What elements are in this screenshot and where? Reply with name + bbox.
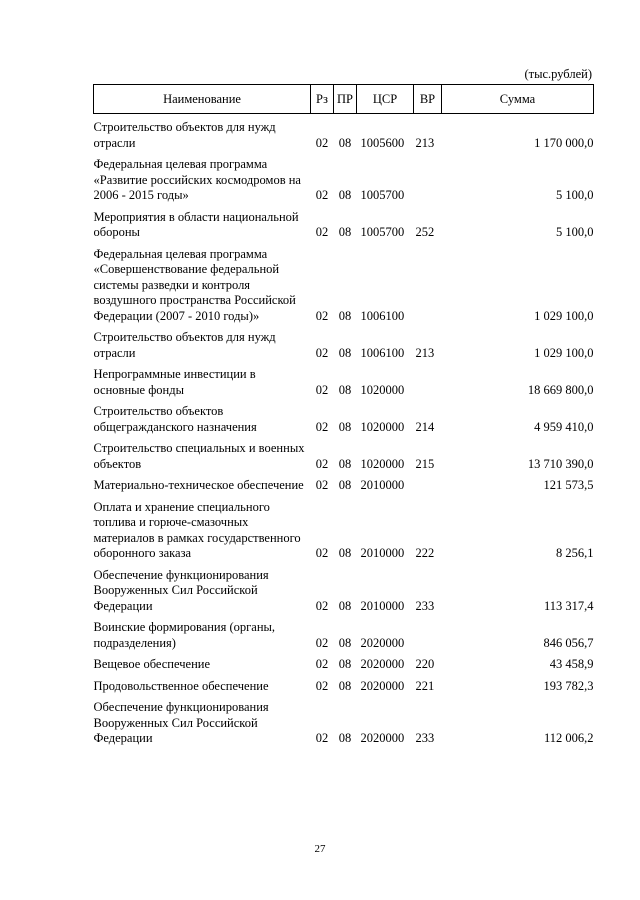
row-rz: 02 [315, 419, 329, 434]
header-csr: ЦСР [357, 85, 414, 114]
row-pr: 08 [338, 657, 352, 671]
row-csr: 2020000 [360, 657, 405, 671]
row-pr: 08 [338, 135, 352, 150]
row-sum: 1 170 000,0 [534, 135, 594, 150]
row-pr: 08 [338, 731, 352, 745]
units-label: (тыс.рублей) [524, 67, 592, 81]
row-name: Строительство объектов для нужд отрасли [93, 120, 276, 150]
row-name: Продовольственное обеспечение [93, 678, 269, 693]
row-csr: 2010000 [360, 478, 405, 492]
row-vr: 213 [415, 135, 435, 150]
row-vr: 233 [415, 598, 435, 613]
row-vr [414, 616, 442, 653]
table-row [94, 437, 594, 474]
page-number: 27 [314, 843, 326, 855]
row-vr [414, 243, 442, 327]
table-row [94, 206, 594, 243]
table-header [94, 85, 594, 114]
row-vr: 220 [415, 657, 435, 671]
row-csr: 2020000 [360, 635, 405, 650]
row-pr: 08 [338, 308, 352, 323]
row-csr: 1020000 [360, 456, 405, 471]
row-rz: 02 [315, 546, 329, 560]
row-name: Строительство объектов общегражданского назначения [93, 404, 257, 434]
row-rz: 02 [315, 678, 329, 693]
row-rz: 02 [315, 731, 329, 745]
row-name: Федеральная целевая программа «Совершенствование федеральной системы разведки и контроля воздушного пространства Российской Федерации (2007 - 2010 годы)» [93, 246, 296, 323]
row-csr: 2020000 [360, 731, 405, 745]
row-vr [414, 474, 442, 496]
table-row [94, 564, 594, 617]
row-csr: 1006100 [360, 345, 405, 360]
row-rz: 02 [315, 598, 329, 613]
row-csr: 1005700 [360, 225, 405, 239]
row-pr: 08 [338, 478, 352, 492]
table-row [94, 696, 594, 749]
header-rz: Рз [311, 85, 334, 114]
row-sum: 1 029 100,0 [534, 345, 594, 360]
table-body [94, 114, 594, 749]
row-rz: 02 [315, 345, 329, 360]
row-rz: 02 [315, 456, 329, 471]
row-pr: 08 [338, 678, 352, 693]
header-vr: ВР [414, 85, 442, 114]
table-row [94, 400, 594, 437]
header-name: Наименование [94, 85, 311, 114]
table-row [94, 326, 594, 363]
row-name: Обеспечение функционирования Вооруженных Сил Российской Федерации [93, 567, 269, 613]
row-pr: 08 [338, 546, 352, 560]
row-pr: 08 [338, 598, 352, 613]
row-pr: 08 [338, 225, 352, 239]
row-name: Оплата и хранение специального топлива и горюче-смазочных материалов в рамках государственного оборонного заказа [93, 499, 301, 560]
row-vr: 213 [415, 345, 435, 360]
row-sum: 113 317,4 [543, 598, 594, 613]
row-pr: 08 [338, 456, 352, 471]
row-name: Вещевое обеспечение [93, 657, 210, 671]
row-name: Строительство специальных и военных объектов [93, 441, 305, 471]
row-vr: 252 [415, 225, 435, 239]
row-sum: 193 782,3 [543, 678, 594, 693]
table-row [94, 114, 594, 154]
row-sum: 1 029 100,0 [534, 308, 594, 323]
table-row [94, 474, 594, 496]
row-sum: 8 256,1 [556, 546, 594, 560]
table-row [94, 496, 594, 564]
row-sum: 13 710 390,0 [527, 456, 594, 471]
row-name: Федеральная целевая программа «Развитие российских космодромов на 2006 - 2015 годы» [93, 157, 301, 202]
row-rz: 02 [315, 657, 329, 671]
row-pr: 08 [338, 188, 352, 202]
row-name: Материально-техническое обеспечение [93, 478, 304, 492]
row-name: Мероприятия в области национальной обороны [93, 209, 299, 239]
row-pr: 08 [338, 635, 352, 650]
row-name: Обеспечение функционирования Вооруженных Сил Российской Федерации [93, 700, 269, 745]
row-csr: 1006100 [360, 308, 405, 323]
table-row [94, 153, 594, 206]
table-row [94, 616, 594, 653]
header-pr: ПР [334, 85, 357, 114]
row-vr: 215 [415, 456, 435, 471]
row-sum: 4 959 410,0 [534, 419, 594, 434]
row-vr: 233 [415, 731, 435, 745]
table-row [94, 363, 594, 400]
row-vr [414, 363, 442, 400]
table-row [94, 675, 594, 697]
row-csr: 2010000 [360, 546, 405, 560]
row-pr: 08 [338, 382, 352, 397]
table-row [94, 243, 594, 327]
table-row [94, 653, 594, 675]
row-csr: 2020000 [360, 678, 405, 693]
row-name: Воинские формирования (органы, подразделения) [93, 620, 276, 650]
row-rz: 02 [315, 478, 329, 492]
row-sum: 43 458,9 [549, 657, 594, 671]
row-rz: 02 [315, 188, 329, 202]
row-rz: 02 [315, 382, 329, 397]
row-vr: 214 [415, 419, 435, 434]
row-rz: 02 [315, 135, 329, 150]
row-csr: 2010000 [360, 598, 405, 613]
row-rz: 02 [315, 308, 329, 323]
budget-table [93, 84, 594, 749]
row-vr: 221 [415, 678, 435, 693]
row-csr: 1020000 [360, 382, 405, 397]
row-csr: 1005600 [360, 135, 405, 150]
row-sum: 18 669 800,0 [527, 382, 594, 397]
row-pr: 08 [338, 345, 352, 360]
row-rz: 02 [315, 225, 329, 239]
row-sum: 846 056,7 [543, 635, 594, 650]
row-rz: 02 [315, 635, 329, 650]
row-name: Непрограммные инвестиции в основные фонды [93, 367, 256, 397]
row-csr: 1020000 [360, 419, 405, 434]
row-vr [414, 153, 442, 206]
row-sum: 121 573,5 [543, 478, 594, 492]
row-vr: 222 [415, 546, 435, 560]
row-sum: 5 100,0 [556, 188, 594, 202]
row-name: Строительство объектов для нужд отрасли [93, 330, 276, 360]
row-pr: 08 [338, 419, 352, 434]
row-csr: 1005700 [360, 188, 405, 202]
row-sum: 112 006,2 [543, 731, 594, 745]
row-sum: 5 100,0 [556, 225, 594, 239]
header-sum: Сумма [442, 85, 594, 114]
